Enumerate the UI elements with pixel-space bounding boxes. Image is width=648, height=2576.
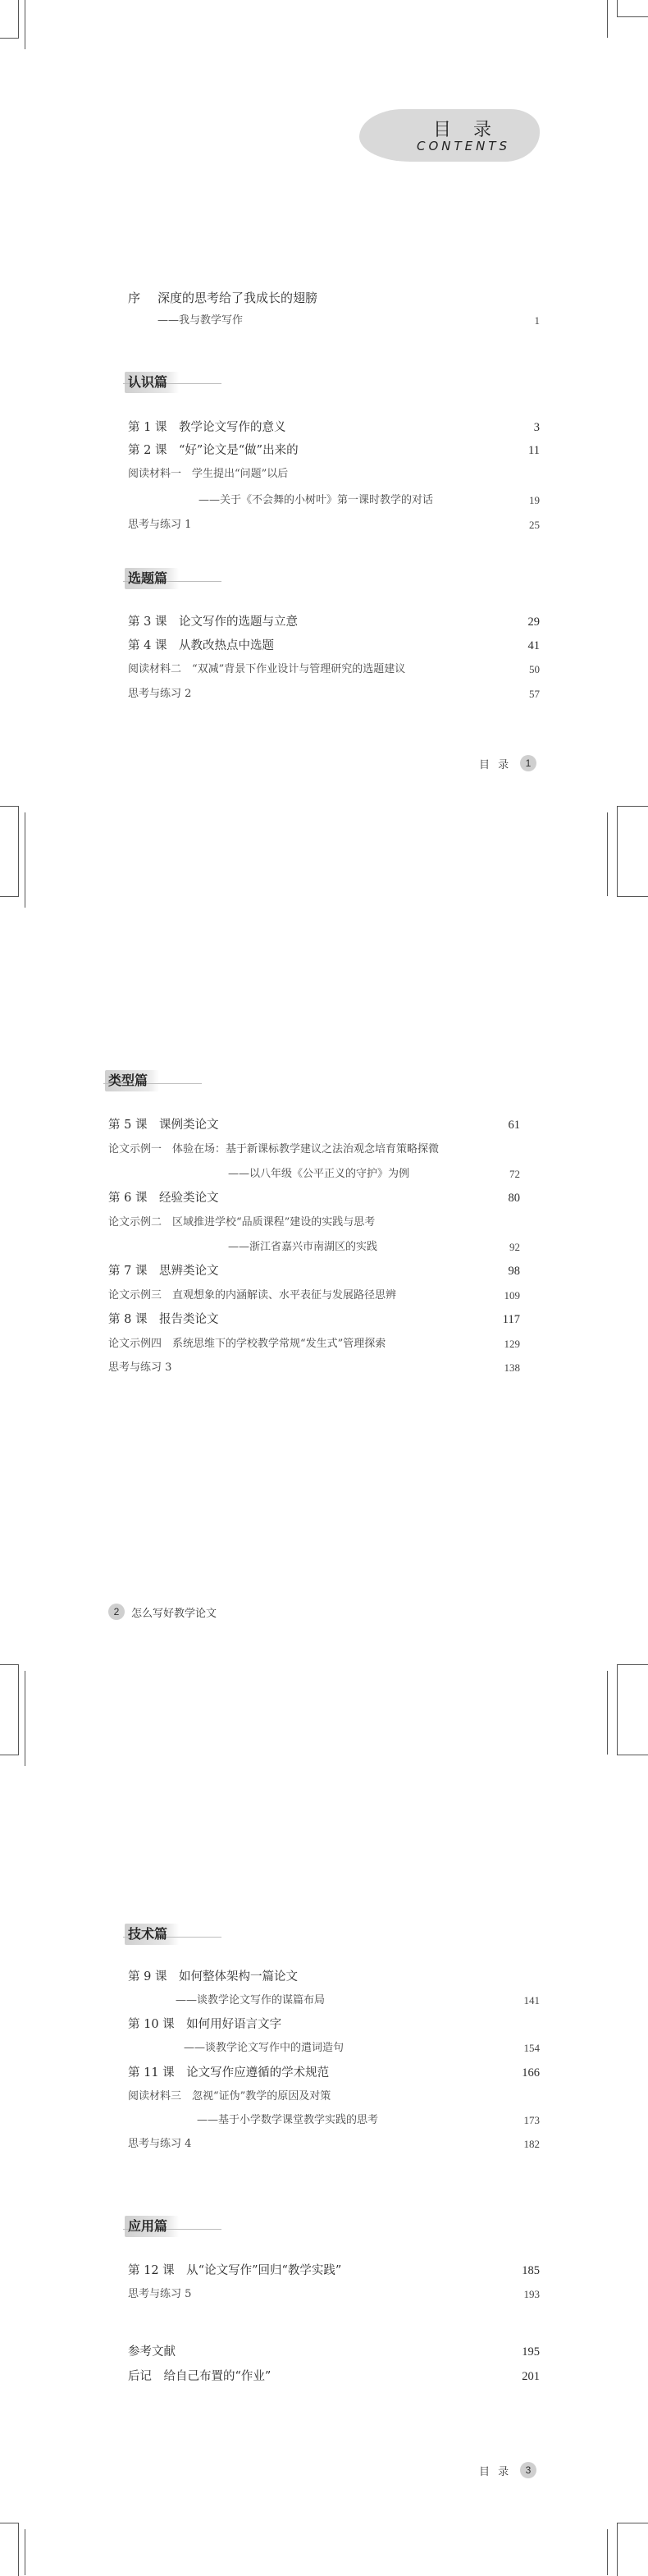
page-title-en: CONTENTS xyxy=(417,139,511,153)
crop-mark xyxy=(617,1717,648,1755)
crop-mark xyxy=(607,2529,608,2575)
toc-entry[interactable]: 第 8 课 报告类论文 117 xyxy=(108,1313,520,1326)
toc-entry[interactable]: 第 2 课 “好”论文是“做”出来的 11 xyxy=(128,444,540,457)
toc-entry[interactable]: 思考与练习 3 138 xyxy=(108,1361,520,1374)
toc-entry[interactable]: ——谈教学论文写作的谋篇布局 141 xyxy=(176,1994,540,2006)
crop-mark xyxy=(0,2523,19,2576)
toc-entry[interactable]: 思考与练习 1 25 xyxy=(128,519,540,531)
crop-mark xyxy=(617,1664,648,1718)
footer-label: 目 录 xyxy=(479,759,512,771)
crop-mark xyxy=(607,1717,608,1755)
page-number: 1 xyxy=(534,314,540,327)
footer-page-number: 2 xyxy=(108,1604,125,1620)
toc-entry-preface-sub[interactable] xyxy=(157,312,540,330)
crop-mark xyxy=(617,858,648,897)
crop-mark xyxy=(607,1671,608,1717)
toc-entry[interactable]: 阅读材料一 学生提出“问题”以后 xyxy=(128,468,289,480)
toc-entry[interactable]: 第 11 课 论文写作应遵循的学术规范 166 xyxy=(128,2066,540,2080)
footer-label: 目 录 xyxy=(479,2466,512,2478)
toc-entry[interactable]: 第 6 课 经验类论文 80 xyxy=(108,1192,520,1205)
toc-entry[interactable]: ——以八年级《公平正义的守护》为例 72 xyxy=(228,1168,520,1180)
toc-entry[interactable]: 第 10 课 如何用好语言文字 xyxy=(128,2018,282,2031)
crop-mark xyxy=(0,858,19,897)
toc-entry-references[interactable]: 参考文献 195 xyxy=(128,2345,540,2359)
crop-mark xyxy=(607,0,608,38)
toc-entry[interactable]: 第 1 课 教学论文写作的意义 3 xyxy=(128,421,540,434)
footer-label: 怎么写好教学论文 xyxy=(131,1608,217,1620)
preface-subtitle: ——我与教学写作 xyxy=(157,314,244,327)
crop-mark xyxy=(0,0,19,39)
toc-entry[interactable]: 阅读材料二 “双减”背景下作业设计与管理研究的选题建议 50 xyxy=(128,663,540,675)
crop-mark xyxy=(0,1717,19,1755)
toc-entry[interactable]: 论文示例三 直观想象的内涵解读、水平表征与发展路径思辨 109 xyxy=(108,1289,520,1302)
toc-entry[interactable]: 第 5 课 课例类论文 61 xyxy=(108,1119,520,1132)
toc-entry[interactable]: 思考与练习 4 182 xyxy=(128,2138,540,2150)
toc-entry[interactable]: ——浙江省嘉兴市南湖区的实践 92 xyxy=(228,1241,520,1253)
section-heading-1: 认识篇 xyxy=(125,370,172,393)
toc-entry[interactable]: 论文示例四 系统思维下的学校教学常规“发生式”管理探索 129 xyxy=(108,1338,520,1350)
section-heading-4: 技术篇 xyxy=(125,1922,172,1945)
toc-entry[interactable]: 阅读材料三 忽视“证伪”教学的原因及对策 xyxy=(128,2090,331,2102)
toc-entry[interactable]: 论文示例一 体验在场：基于新课标教学建议之法治观念培育策略探微 xyxy=(108,1143,440,1155)
toc-entry[interactable]: 第 3 课 论文写作的选题与立意 29 xyxy=(128,615,540,629)
toc-entry[interactable]: 第 7 课 思辨类论文 98 xyxy=(108,1265,520,1278)
crop-mark xyxy=(617,2523,648,2576)
crop-mark xyxy=(607,812,608,858)
toc-entry[interactable]: ——基于小学数学课堂教学实践的思考 173 xyxy=(197,2114,540,2126)
section-heading-5: 应用篇 xyxy=(125,2214,172,2237)
toc-entry[interactable]: 论文示例二 区域推进学校“品质课程”建设的实践与思考 xyxy=(108,1216,376,1229)
footer-page-number: 3 xyxy=(520,2462,536,2478)
toc-entry[interactable]: 第 12 课 从“论文写作”回归“教学实践” 185 xyxy=(128,2264,540,2277)
toc-entry[interactable]: 思考与练习 5 193 xyxy=(128,2288,540,2300)
section-heading-3: 类型篇 xyxy=(105,1068,153,1091)
page-3 xyxy=(0,1717,648,2575)
toc-entry[interactable]: ——谈教学论文写作中的遣词造句 154 xyxy=(184,2042,540,2054)
preface-title: 深度的思考给了我成长的翅膀 xyxy=(157,291,318,305)
preface-label: 序 xyxy=(128,291,141,305)
toc-entry[interactable]: 第 4 课 从教改热点中选题 41 xyxy=(128,639,540,652)
toc-entry[interactable]: 第 9 课 如何整体架构一篇论文 xyxy=(128,1970,298,1983)
crop-mark xyxy=(617,0,648,17)
toc-entry[interactable]: 思考与练习 2 57 xyxy=(128,688,540,700)
page-1 xyxy=(0,0,648,858)
toc-entry[interactable]: ——关于《不会舞的小树叶》第一课时教学的对话 19 xyxy=(199,494,540,506)
crop-mark xyxy=(607,858,608,896)
crop-mark xyxy=(617,806,648,859)
crop-mark xyxy=(0,1664,19,1718)
footer-page-number: 1 xyxy=(520,755,536,771)
toc-entry-preface[interactable] xyxy=(128,289,540,307)
page-title: 目 录 xyxy=(433,120,500,140)
toc-entry-afterword[interactable]: 后记 给自己布置的“作业” 201 xyxy=(128,2370,540,2383)
section-heading-2: 选题篇 xyxy=(125,566,172,589)
page-2 xyxy=(0,858,648,1717)
crop-mark xyxy=(0,806,19,859)
